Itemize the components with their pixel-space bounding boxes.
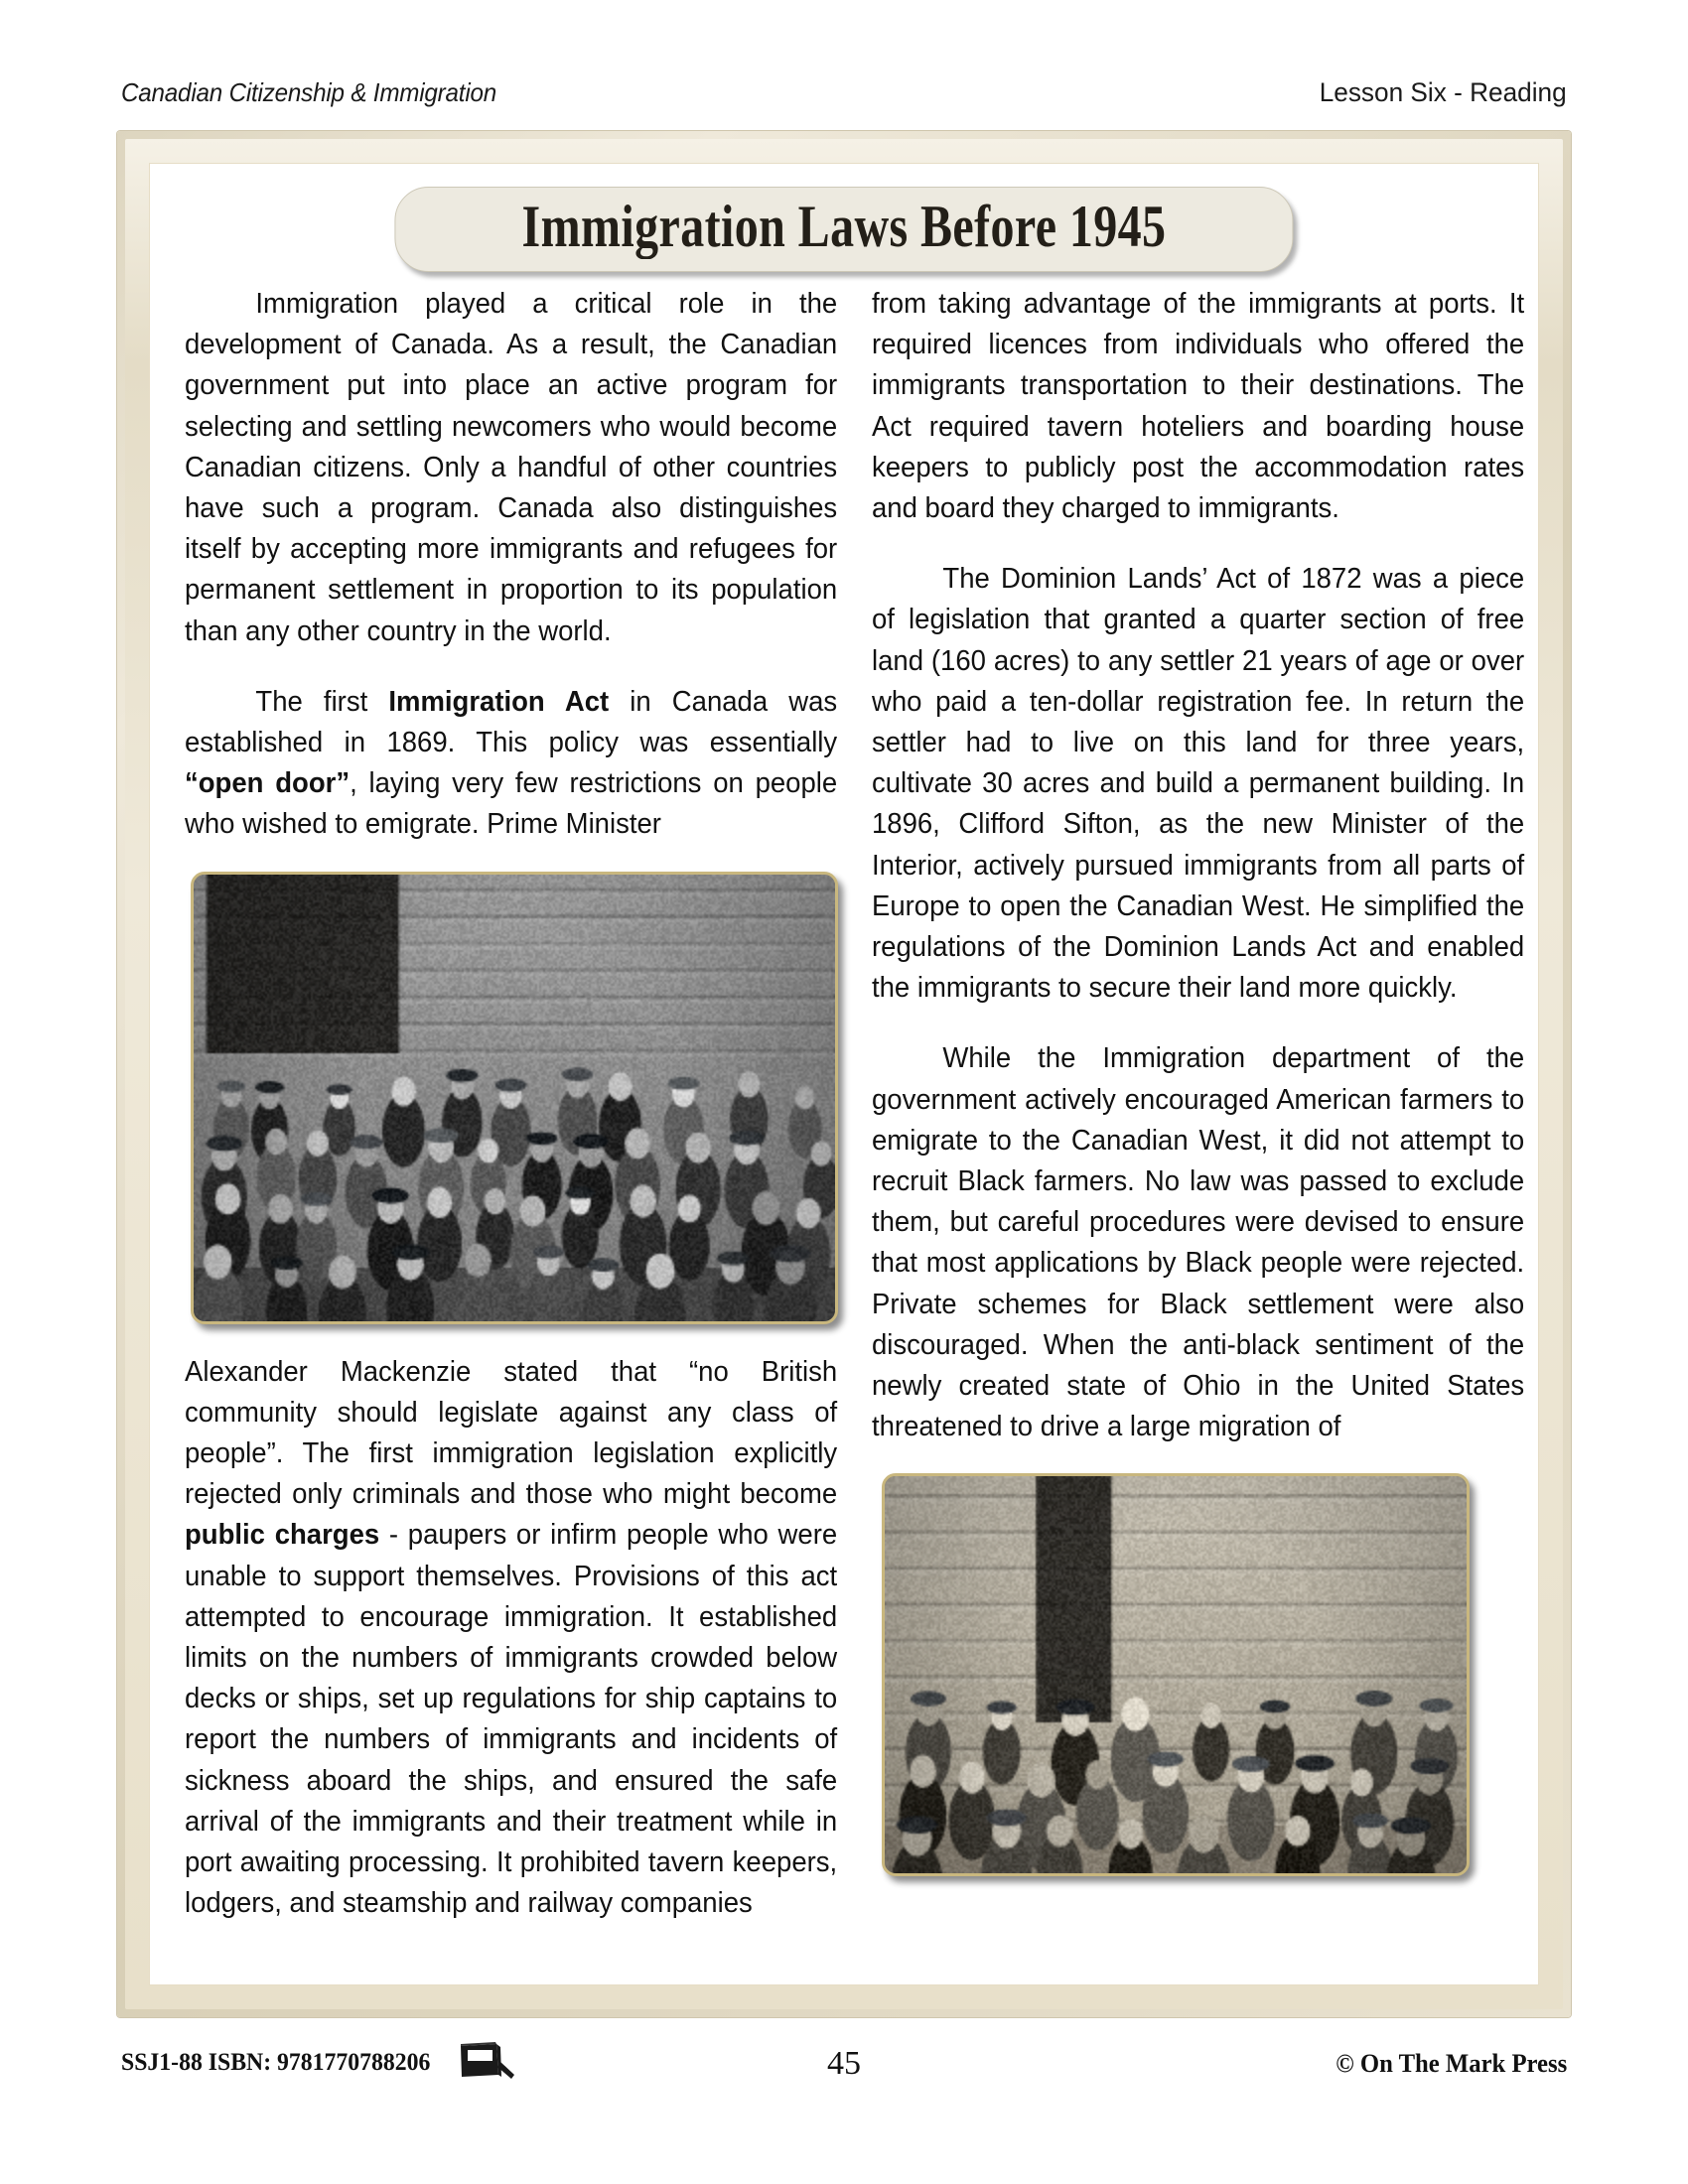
page-footer xyxy=(121,2045,1567,2095)
page-content-area xyxy=(149,163,1539,1985)
decorative-page-frame xyxy=(117,131,1571,2017)
text-run: in Canada was established in 1869. This policy was essentially xyxy=(185,685,838,759)
text-run: The first xyxy=(255,685,389,718)
bold-public-charges: public charges xyxy=(185,1519,380,1552)
page-number: 45 xyxy=(827,2045,861,2082)
open-book-logo xyxy=(457,2041,518,2087)
photo-black-settlers xyxy=(882,1473,1470,1876)
paragraph-first-immigration-act xyxy=(185,682,837,846)
paragraph-ports-licences: from taking advantage of the immigrants at ports. It required licences from individuals who offered the immigrants transportation to their destinations. The Act required tavern hoteliers and boarding house keepers to publicly post the accommodation rates and board they charged to immigrants. xyxy=(872,288,1525,525)
footer-copyright: © On The Mark Press xyxy=(1336,2049,1567,2078)
body-columns xyxy=(185,284,1525,1978)
frame-bevel xyxy=(125,139,1563,2009)
bold-immigration-act: Immigration Act xyxy=(388,685,610,718)
running-head-right: Lesson Six - Reading xyxy=(1320,77,1567,107)
running-head xyxy=(121,77,1567,111)
footer-isbn: SSJ1-88 ISBN: 9781770788206 xyxy=(121,2049,431,2076)
page-title: Immigration Laws Before 1945 xyxy=(521,194,1167,259)
page-title-plaque xyxy=(394,187,1293,272)
paragraph-dominion-lands-act: The Dominion Lands’ Act of 1872 was a piece of legislation that granted a quarter section of free land (160 acres) to any settler 21 years of age or over who paid a ten-dollar registration fee. In return the settler had to live on this land for three years, cultivate 30 acres and build a permanent building. In 1896, Clifford Sifton, as the new Minister of the Interior, actively pursued immigrants from all parts of Europe to open the Canadian West. He simplified the regulations of the Dominion Lands Act and enabled the immigrants to secure their land more quickly. xyxy=(872,563,1525,1005)
photo-black-settlers-image xyxy=(885,1476,1467,1873)
text-run: - paupers or infirm people who were unable to support themselves. Provisions of this act attempted to encourage immigration. It established limits on the numbers of immigrants crowded below decks or ships, set up regulations for ship captains to report the numbers of immigrants and incidents of sickness aboard the ships, and ensured the safe arrival of the immigrants and their treatment while in port awaiting processing. It prohibited tavern keepers, lodgers, and steamship and railway companies xyxy=(185,1519,838,1920)
photo-immigrant-children xyxy=(191,872,838,1324)
photo-immigrant-children-image xyxy=(194,875,835,1321)
right-column xyxy=(872,284,1525,1978)
running-head-left: Canadian Citizenship & Immigration xyxy=(121,77,497,107)
left-column xyxy=(185,284,838,1978)
text-run: Alexander Mackenzie stated that “no British community should legislate against any class of people”. The first immigration legislation explicitly rejected only criminals and those who might become xyxy=(185,1355,838,1511)
paragraph-black-farmers: While the Immigration department of the government actively encouraged American farmers to emigrate to the Canadian West, it did not attempt to recruit Black farmers. No law was passed to exclude them, but careful procedures were devised to ensure that most applications by Black people were rejected. Private schemes for Black settlement were also discouraged. When the anti-black sentiment of the newly created state of Ohio in the United States threatened to drive a large migration of xyxy=(872,1042,1525,1443)
paragraph-immigration-role: Immigration played a critical role in the development of Canada. As a result, the Canadian government put into place an active program for selecting and settling newcomers who would become Canadian citizens. Only a handful of other countries have such a program. Canada also distinguishes itself by accepting more immigrants and refugees for permanent settlement in proportion to its population than any other country in the world. xyxy=(185,288,838,647)
text-run: , laying very few restrictions on people who wished to emigrate. Prime Minister xyxy=(185,767,838,841)
paragraph-mackenzie-public-charges xyxy=(185,1352,837,1925)
bold-open-door: “open door” xyxy=(185,767,351,800)
